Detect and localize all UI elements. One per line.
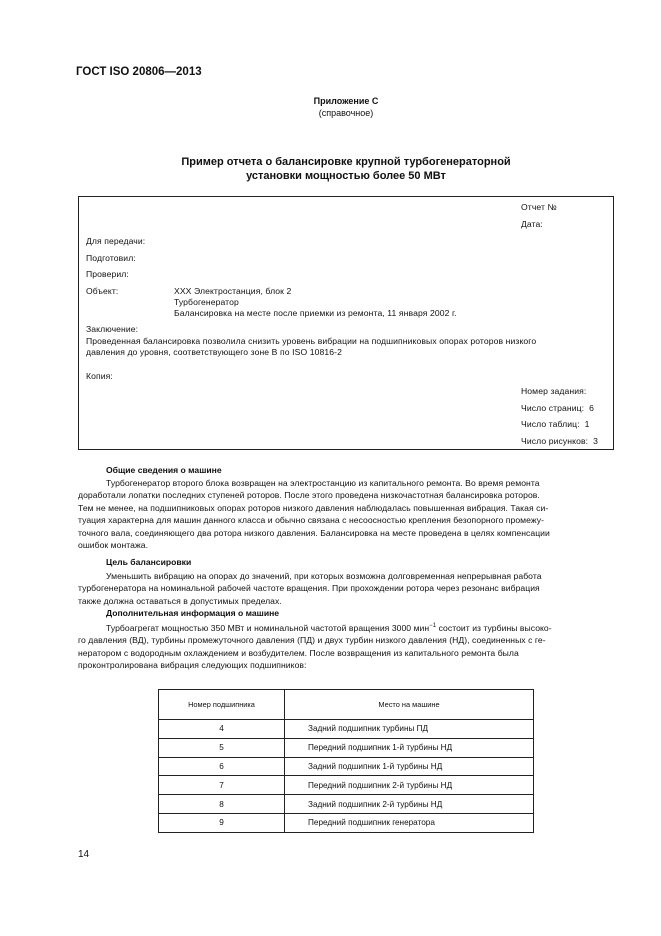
figures-count-label: Число рисунков: bbox=[521, 436, 589, 446]
additional-info-line: го давления (ВД), турбины промежуточного давления (ПД) и двух турбин низкого давления (НД), соединенных с ге- bbox=[78, 635, 546, 646]
bearing-location-cell: Задний подшипник 1-й турбины НД bbox=[285, 757, 534, 776]
conclusion-label: Заключение: bbox=[86, 324, 139, 334]
table-row bbox=[159, 776, 534, 795]
additional-info-heading: Дополнительная информация о машине bbox=[106, 608, 280, 618]
general-info-line: туация характерна для машин данного класса и обычно связана с несоосностью крепления безопорного промежу- bbox=[78, 515, 544, 526]
bearing-number-cell: 5 bbox=[159, 738, 285, 757]
table-row bbox=[159, 813, 534, 832]
report-date-label: Дата: bbox=[521, 219, 543, 229]
bearing-location-cell: Задний подшипник турбины ПД bbox=[285, 720, 534, 739]
pages-count bbox=[521, 403, 594, 413]
additional-info-line-start: Турбоагрегат мощностью 350 МВт и номинальной частотой вращения 3000 мин bbox=[106, 622, 430, 633]
table-row bbox=[159, 795, 534, 814]
additional-info-line: проконтролирована вибрация следующих подшипников: bbox=[78, 660, 307, 671]
conclusion-line-1: Проведенная балансировка позволила снизить уровень вибрации на подшипниковых опорах роторов низкого bbox=[86, 336, 537, 346]
prepared-by-label: Подготовил: bbox=[86, 253, 136, 263]
object-line-plant: XXX Электростанция, блок 2 bbox=[174, 286, 292, 296]
additional-info-line bbox=[78, 620, 614, 634]
tables-count-value: 1 bbox=[584, 419, 590, 429]
figures-count-value: 3 bbox=[593, 436, 598, 446]
bearing-number-cell: 4 bbox=[159, 720, 285, 739]
bearing-location-cell: Передний подшипник генератора bbox=[285, 813, 534, 832]
additional-info-line: нератором с водородным охлаждением и возбудителем. После возвращения из капитального ремонта была bbox=[78, 647, 519, 658]
task-number-label: Номер задания: bbox=[521, 386, 587, 396]
additional-info-line-end: состоит из турбины высоко- bbox=[436, 622, 552, 633]
document-standard-header: ГОСТ ISO 20806—2013 bbox=[76, 66, 202, 78]
bearing-location-cell: Передний подшипник 1-й турбины НД bbox=[285, 738, 534, 757]
checked-by-label: Проверил: bbox=[86, 269, 129, 279]
tables-count bbox=[521, 419, 590, 429]
general-info-line: Турбогенератор второго блока возвращен на электростанцию из капитального ремонта. Во время ремонта bbox=[106, 478, 540, 488]
bearings-table bbox=[158, 689, 534, 833]
object-line-machine: Турбогенератор bbox=[174, 297, 239, 307]
general-info-line: точного вала, соединяющего два ротора низкого давления. Балансировка на месте проведена в целях компенсации bbox=[78, 527, 550, 538]
appendix-title: Приложение С bbox=[313, 96, 379, 106]
appendix-note: (справочное) bbox=[318, 108, 374, 118]
general-info-line: доработали лопатки последних ступеней роторов. После этого проведена низкочастотная балансировка роторов. bbox=[78, 490, 540, 501]
bearing-number-cell: 6 bbox=[159, 757, 285, 776]
copy-label: Копия: bbox=[86, 371, 113, 381]
general-info-line: ошибок монтажа. bbox=[78, 540, 149, 551]
pages-count-label: Число страниц: bbox=[521, 403, 585, 413]
bearing-location-cell: Передний подшипник 2-й турбины НД bbox=[285, 776, 534, 795]
table-row bbox=[159, 738, 534, 757]
recipient-label: Для передачи: bbox=[86, 236, 146, 246]
balancing-goal-line: турбогенератора на номинальной рабочей частоте вращения. При прохождении ротора через резонанс вибрация bbox=[78, 583, 540, 594]
general-info-line: Тем не менее, на подшипниковых опорах роторов низкого давления наблюдалась повышенная вибрация. Такая си- bbox=[78, 502, 549, 513]
tables-count-label: Число таблиц: bbox=[521, 419, 580, 429]
object-line-description: Балансировка на месте после приемки из ремонта, 11 января 2002 г. bbox=[174, 308, 457, 318]
general-info-text bbox=[78, 477, 614, 551]
report-number-label: Отчет № bbox=[521, 202, 557, 212]
bearing-number-cell: 9 bbox=[159, 813, 285, 832]
conclusion-line-2: давления до уровня, соответствующего зоне В по ISO 10816-2 bbox=[86, 347, 342, 357]
bearing-number-cell: 7 bbox=[159, 776, 285, 795]
column-header-location: Место на машине bbox=[285, 690, 534, 720]
report-form-box bbox=[78, 196, 614, 450]
balancing-goal-line: Уменьшить вибрацию на опорах до значений, при которых возможна долговременная непрерывная работа bbox=[106, 571, 542, 581]
additional-info-text bbox=[78, 620, 614, 671]
pages-count-value: 6 bbox=[589, 403, 595, 413]
balancing-goal-line: также должна оставаться в допустимых пределах. bbox=[78, 595, 282, 606]
balancing-goal-text bbox=[78, 570, 614, 607]
table-row bbox=[159, 757, 534, 776]
balancing-goal-heading: Цель балансировки bbox=[106, 557, 192, 567]
general-info-heading: Общие сведения о машине bbox=[106, 465, 222, 475]
document-title-line-1: Пример отчета о балансировке крупной турбогенераторной bbox=[181, 156, 511, 168]
document-title bbox=[0, 155, 661, 183]
rpm-exponent: −1 bbox=[429, 623, 437, 629]
bearing-location-cell: Задний подшипник 2-й турбины НД bbox=[285, 795, 534, 814]
table-row bbox=[159, 720, 534, 739]
page-number: 14 bbox=[78, 849, 90, 860]
figures-count bbox=[521, 436, 598, 446]
document-title-line-2: установки мощностью более 50 МВт bbox=[246, 170, 446, 182]
column-header-bearing-number: Номер подшипника bbox=[159, 690, 285, 720]
object-label: Объект: bbox=[86, 286, 119, 296]
bearing-number-cell: 8 bbox=[159, 795, 285, 814]
table-header-row bbox=[159, 690, 534, 720]
